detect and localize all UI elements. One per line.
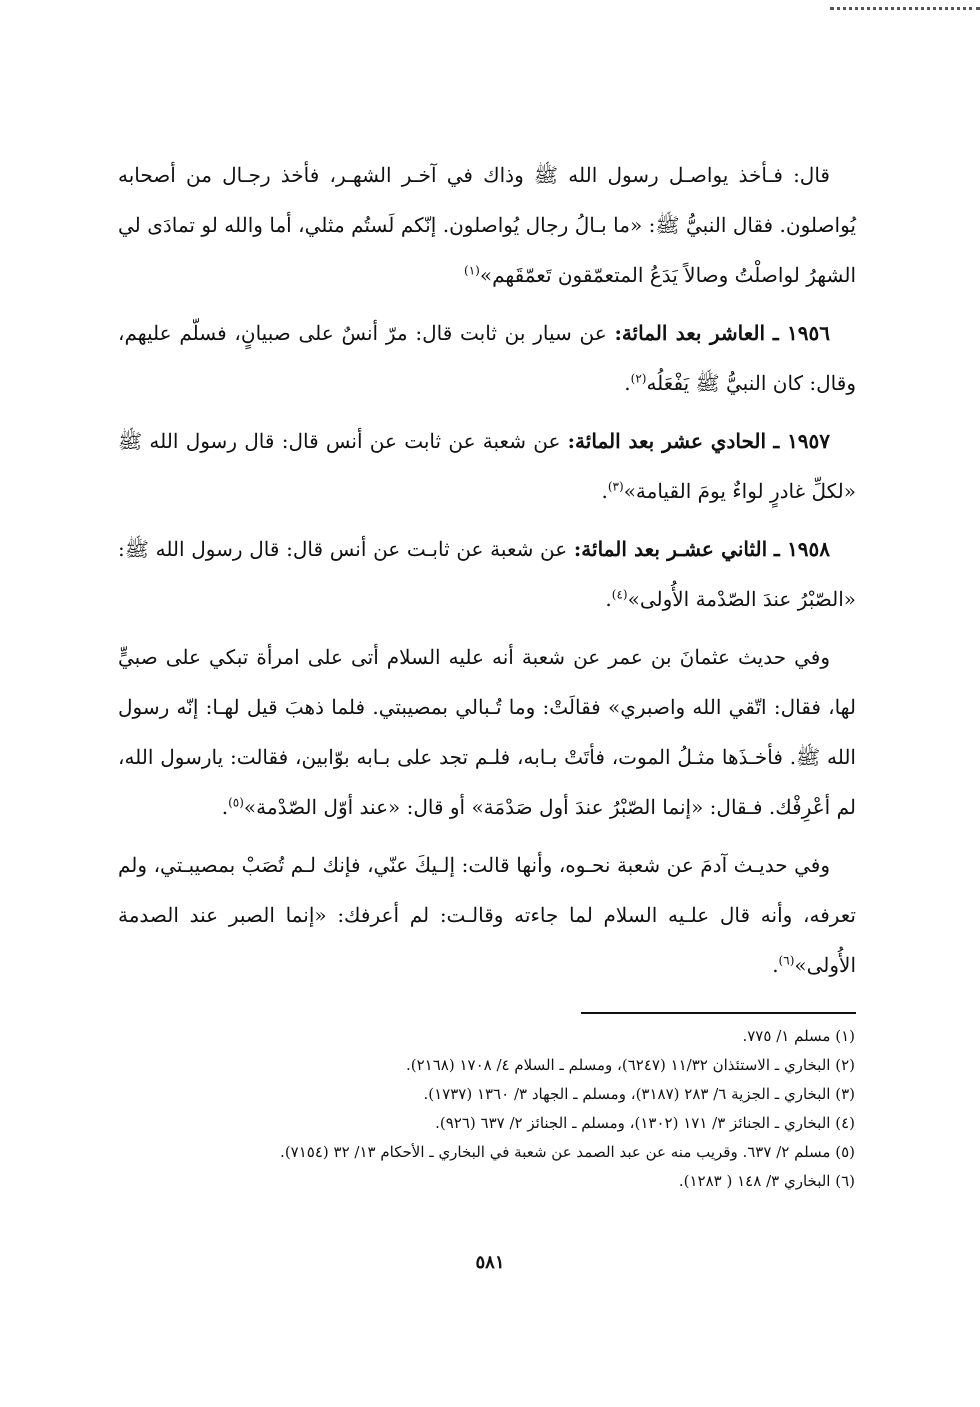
paragraph-adam-narration [118, 840, 856, 990]
paragraph-end: . [772, 953, 779, 977]
footnote-2: (٢) البخاري ـ الاستئذان ١١/٣٢ (٦٢٤٧)، ومسلم ـ السلام ٤/ ١٧٠٨ (٢١٦٨). [405, 1056, 855, 1074]
paragraph-text: عن شعبة عن ثابت عن أنس قال: قال رسول الله ﷺ «لكلِّ غادرٍ لواءٌ يومَ القيامة» [118, 429, 856, 503]
footnote-5: (٥) مسلم ٢/ ٦٣٧. وقريب منه عن عبد الصمد عن شعبة في البخاري ـ الأحكام ١٣/ ٣٢ (٧١٥٤). [280, 1143, 855, 1161]
hadith-title: العاشر بعد المائة: [614, 321, 766, 345]
paragraph-text: قال: فـأخذ يواصـل رسول الله ﷺ وذاك في آخـر الشهـر، فأخذ رجـال من أصحابه يُواصلون. فقال النبيُّ ﷺ: «ما بـالُ رجال يُواصلون. إنّكم لَستُم مثلي، أما والله لو تمادَى لي الشهرُ لواصلْتُ وصالاً يَدَعُ المتعمّقون تَعمّقَهم» [118, 163, 856, 287]
hadith-1957 [118, 416, 856, 516]
paragraph-text: عن شعبة عن ثابـت عن أنس قال: قال رسول الله ﷺ: «الصّبْرُ عندَ الصّدْمة الأُولى» [118, 537, 856, 611]
hadith-number: ١٩٥٨ ـ [773, 537, 831, 561]
footnote-separator [581, 1012, 856, 1014]
footnote-ref: (٥) [228, 795, 244, 810]
page-number: ٥٨١ [475, 1252, 505, 1273]
footnote-ref: (٣) [607, 479, 624, 494]
footnote-3: (٣) البخاري ـ الجزية ٦/ ٢٨٣ (٣١٨٧)، ومسلم ـ الجهاد ٣/ ١٣٦٠ (١٧٣٧). [423, 1085, 855, 1103]
paragraph-end: . [221, 795, 229, 819]
paragraph-intro [118, 150, 856, 300]
hadith-1958 [118, 524, 856, 624]
paragraph-end: . [601, 479, 608, 503]
paragraph-end: . [624, 371, 631, 395]
hadith-number: ١٩٥٧ ـ [773, 429, 831, 453]
scan-edge-mark [830, 7, 980, 13]
footnote-6: (٦) البخاري ٣/ ١٤٨ ( ١٢٨٣). [678, 1172, 855, 1190]
paragraph-text: عن سيار بن ثابت قال: مرّ أنسٌ على صبيانٍ، فسلّم عليهم، وقال: كان النبيُّ ﷺ يَفْعَلُه [118, 321, 856, 395]
footnotes [115, 1022, 855, 1196]
hadith-1956 [118, 308, 856, 408]
hadith-title: الحادي عشر بعد المائة: [567, 429, 767, 453]
paragraph-end: . [605, 587, 612, 611]
footnote-ref: (١) [464, 263, 480, 278]
paragraph-text: وفي حديث عثمانَ بن عمر عن شعبة أنه عليه السلام أتى على امرأة تبكي على صبيٍّ لها، فقال: اتّقي الله واصبري» فقالَتْ: وما تُـبالي بمصيبتي. فلما ذهبَ قيل لهـا: إنّه رسول الله ﷺ. فأخـذَها مثـلُ الموت، فأتَتْ بـابه، فلـم تجد على بـابه بوّابين، فقالت: يارسول الله، لم أعْرِفْك. فـقال: «إنما الصّبْرُ عندَ أول صَدْمَة» أو قال: «عند أوّل الصّدْمة» [118, 645, 856, 819]
main-text [118, 150, 856, 998]
paragraph-uthman-narration [118, 632, 856, 832]
footnote-ref: (٤) [611, 587, 628, 602]
hadith-number: ١٩٥٦ ـ [772, 321, 831, 345]
footnote-1: (١) مسلم ١/ ٧٧٥. [742, 1027, 855, 1045]
paragraph-text: وفي حديـث آدمَ عن شعبة نحـوه، وأنها قالت: إلـيكَ عنّي، فإنك لـم تُصَبْ بمصيبـتي، ولم تعرفه، وأنه قال علـيه السلام لما جاءته وقالـت: لم أعرفك: «إنما الصبر عند الصدمة الأُولى» [118, 853, 857, 977]
footnote-ref: (٢) [630, 371, 647, 386]
hadith-title: الثاني عشـر بعد المائة: [573, 537, 768, 561]
footnote-4: (٤) البخاري ـ الجنائز ٣/ ١٧١ (١٣٠٢)، ومسلم ـ الجنائز ٢/ ٦٣٧ (٩٢٦). [435, 1114, 855, 1132]
footnote-ref: (٦) [778, 953, 795, 968]
